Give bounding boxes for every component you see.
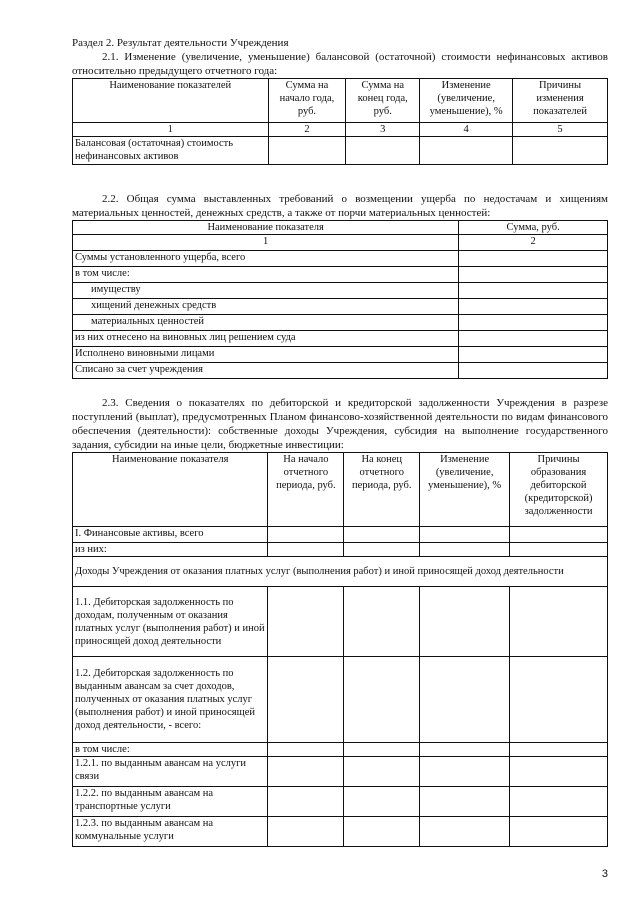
table-row: материальных ценностей <box>73 315 459 331</box>
header-cell: Наименование показателя <box>73 453 268 527</box>
table-row: из них: <box>73 543 268 557</box>
value-cell <box>268 657 344 743</box>
column-number: 2 <box>459 235 608 251</box>
value-cell <box>420 527 510 543</box>
header-cell: Изменение (увеличение, уменьшение), % <box>420 453 510 527</box>
value-cell <box>344 817 420 847</box>
value-cell <box>459 331 608 347</box>
section-2-2-text: 2.2. Общая сумма выставленных требований о возмещении ущерба по недостачам и хищениям материальных ценностей, денежных средств, а также от порчи материальных ценностей: <box>72 193 608 219</box>
value-cell <box>420 743 510 757</box>
value-cell <box>268 137 346 165</box>
column-number: 1 <box>73 235 459 251</box>
value-cell <box>459 299 608 315</box>
value-cell <box>420 817 510 847</box>
header-cell: Причины изменения показателей <box>513 79 608 123</box>
value-cell <box>420 543 510 557</box>
table-row: 1.2.2. по выданным авансам на транспортные услуги <box>73 787 268 817</box>
value-cell <box>510 817 608 847</box>
table-row: 1.1. Дебиторская задолженность по доходам, полученным от оказания платных услуг (выполнения работ) и иной приносящей доход деятельности <box>73 587 268 657</box>
section-2-1-text: 2.1. Изменение (увеличение, уменьшение) балансовой (остаточной) стоимости нефинансовых активов относительно предыдущего отчетного года: <box>72 51 608 77</box>
header-cell: На конец отчетного периода, руб. <box>344 453 420 527</box>
value-cell <box>510 543 608 557</box>
value-cell <box>268 817 344 847</box>
value-cell <box>344 657 420 743</box>
value-cell <box>420 757 510 787</box>
table-2-3 <box>72 452 608 847</box>
table-row: имуществу <box>73 283 459 299</box>
value-cell <box>344 743 420 757</box>
column-number: 4 <box>420 123 513 137</box>
value-cell <box>268 743 344 757</box>
header-cell: Сумма на начало года, руб. <box>268 79 346 123</box>
value-cell <box>459 283 608 299</box>
value-cell <box>510 657 608 743</box>
column-number: 3 <box>346 123 420 137</box>
section-row: Доходы Учреждения от оказания платных услуг (выполнения работ) и иной приносящей доход деятельности <box>73 557 608 587</box>
table-row: 1.2. Дебиторская задолженность по выданным авансам за счет доходов, полученных от оказания платных услуг (выполнения работ) и иной приносящей доход деятельности, - всего: <box>73 657 268 743</box>
value-cell <box>420 657 510 743</box>
column-number: 1 <box>73 123 269 137</box>
table-row: Исполнено виновными лицами <box>73 347 459 363</box>
table-row: из них отнесено на виновных лиц решением суда <box>73 331 459 347</box>
table-row: Списано за счет учреждения <box>73 363 459 379</box>
value-cell <box>268 787 344 817</box>
page-number: 3 <box>601 868 608 880</box>
value-cell <box>459 251 608 267</box>
value-cell <box>344 587 420 657</box>
value-cell <box>510 587 608 657</box>
header-cell: Изменение (увеличение, уменьшение), % <box>420 79 513 123</box>
header-cell: Сумма на конец года, руб. <box>346 79 420 123</box>
table-2-2 <box>72 220 608 379</box>
value-cell <box>344 787 420 817</box>
header-cell: Наименование показателя <box>73 221 459 235</box>
column-number: 2 <box>268 123 346 137</box>
value-cell <box>510 787 608 817</box>
value-cell <box>344 543 420 557</box>
value-cell <box>344 757 420 787</box>
value-cell <box>344 527 420 543</box>
value-cell <box>513 137 608 165</box>
value-cell <box>268 543 344 557</box>
value-cell <box>510 757 608 787</box>
table-row: Суммы установленного ущерба, всего <box>73 251 459 267</box>
value-cell <box>268 527 344 543</box>
value-cell <box>346 137 420 165</box>
table-row: 1.2.1. по выданным авансам на услуги связи <box>73 757 268 787</box>
value-cell <box>510 527 608 543</box>
value-cell <box>459 363 608 379</box>
header-cell: На начало отчетного периода, руб. <box>268 453 344 527</box>
value-cell <box>420 787 510 817</box>
header-cell: Сумма, руб. <box>459 221 608 235</box>
header-cell: Наименование показателей <box>73 79 269 123</box>
table-row: I. Финансовые активы, всего <box>73 527 268 543</box>
table-row: 1.2.3. по выданным авансам на коммунальные услуги <box>73 817 268 847</box>
value-cell <box>459 315 608 331</box>
value-cell <box>420 587 510 657</box>
value-cell <box>268 757 344 787</box>
table-2-1 <box>72 78 608 165</box>
section-title: Раздел 2. Результат деятельности Учреждения <box>72 37 289 49</box>
value-cell <box>459 267 608 283</box>
row-label: Балансовая (остаточная) стоимость нефинансовых активов <box>73 137 269 165</box>
section-2-3-text: 2.3. Сведения о показателях по дебиторской и кредиторской задолженности Учреждения в разрезе поступлений (выплат), предусмотренных Планом финансово-хозяйственной деятельности по видам финансового обеспечения (деятельности): собственные доходы Учреждения, субсидия на выполнение государственного задания, субсидии на иные цели, бюджетные инвестиции: <box>72 397 608 451</box>
table-row: в том числе: <box>73 267 459 283</box>
table-row: хищений денежных средств <box>73 299 459 315</box>
header-cell: Причины образования дебиторской (кредиторской) задолженности <box>510 453 608 527</box>
value-cell <box>459 347 608 363</box>
column-number: 5 <box>513 123 608 137</box>
value-cell <box>268 587 344 657</box>
value-cell <box>420 137 513 165</box>
table-row: в том числе: <box>73 743 268 757</box>
value-cell <box>510 743 608 757</box>
